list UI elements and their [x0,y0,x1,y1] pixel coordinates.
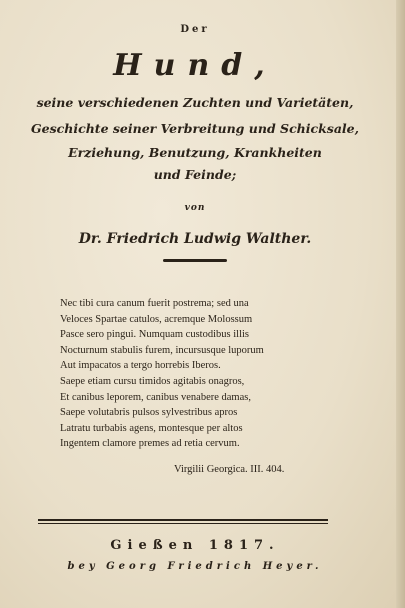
imprint-place-year: Gießen 1817. [110,538,280,553]
page-edge [396,0,405,608]
epigraph-line: Saepe etiam cursu timidos agitabis onagros, [60,375,245,387]
article-der: Der [180,24,210,35]
subtitle-line-3: Erziehung, Benutzung, Krankheiten [68,145,322,160]
epigraph-line: Veloces Spartae catulos, acremque Molossum [60,313,253,325]
subtitle-line-4: und Feinde; [153,167,237,182]
epigraph-line: Et canibus leporem, canibus venabere damas, [60,391,251,403]
by-label: von [184,203,206,213]
epigraph [60,296,360,452]
subtitle-line-2: Geschichte seiner Verbreitung und Schicksale, [31,121,359,136]
author-name: Dr. Friedrich Ludwig Walther. [78,231,312,247]
decorative-rule-short [163,259,227,262]
epigraph-line: Saepe volutabris pulsos sylvestribus apros [60,407,238,419]
epigraph-line: Aut impacatos a tergo horrebis Iberos. [60,360,221,372]
epigraph-line: Latratu turbabis agens, montesque per altos [60,422,243,434]
subtitle-line-1: seine verschiedenen Zuchten und Varietäten, [36,95,354,110]
decorative-rule-long [38,519,328,524]
epigraph-line: Ingentem clamore premes ad retia cervum. [60,438,240,450]
imprint-printer: bey Georg Friedrich Heyer. [67,561,323,572]
book-title: Hund, [113,48,277,83]
epigraph-line: Nec tibi cura canum fuerit postrema; sed una [60,298,249,309]
epigraph-attribution: Virgilii Georgica. III. 404. [174,464,285,475]
epigraph-line: Nocturnum stabulis furem, incursusque luporum [60,344,264,356]
epigraph-line: Pasce sero pingui. Numquam custodibus illis [60,329,249,341]
